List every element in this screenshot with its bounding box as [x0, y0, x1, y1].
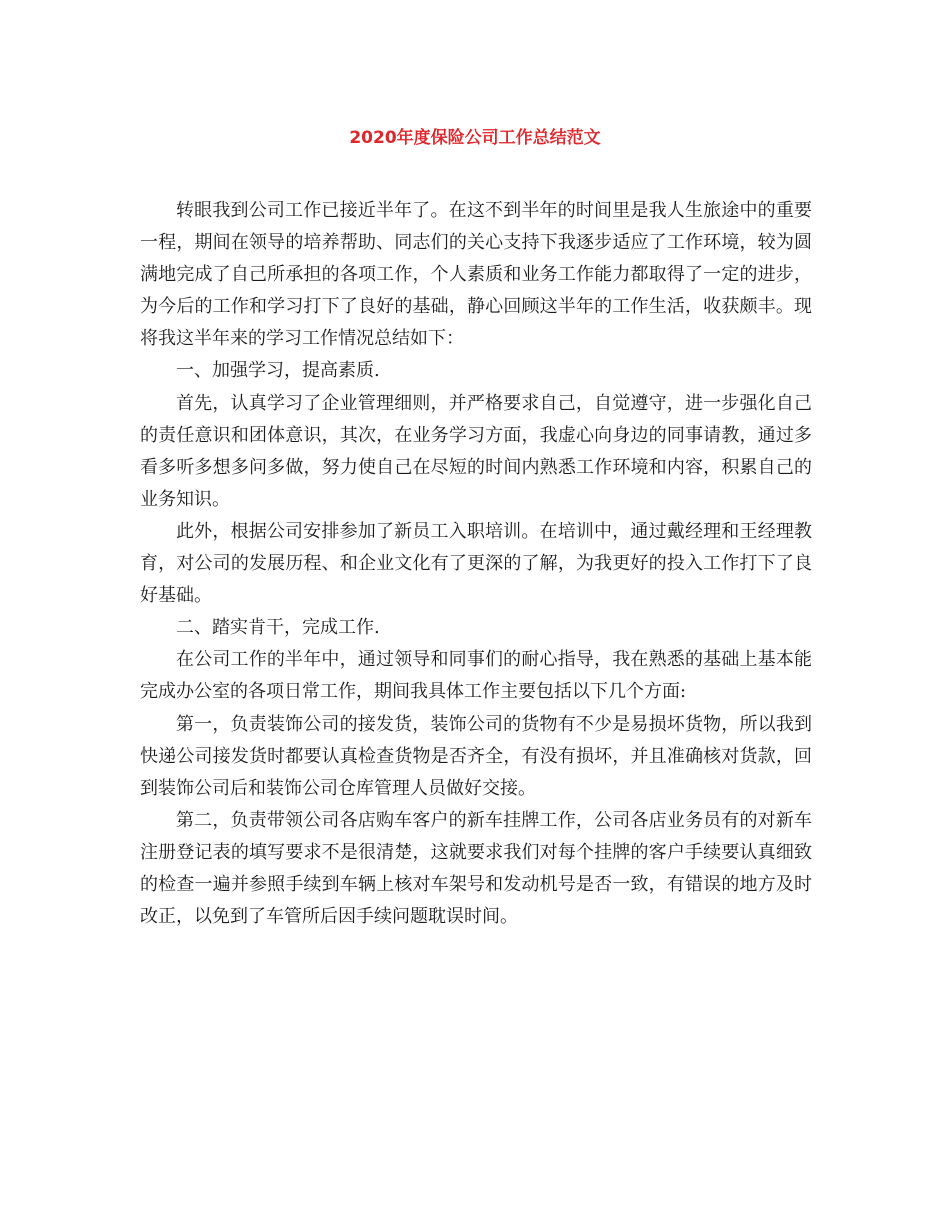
section-heading-2: 二、踏实肯干，完成工作. — [176, 617, 380, 639]
paragraph-training: 此外，根据公司安排参加了新员工入职培训。在培训中，通过戴经理和王经理教育，对公司的发展历程、和企业文化有了更深的了解，为我更好的投入工作打下了良好基础。 — [140, 520, 812, 607]
paragraph-work-overview: 在公司工作的半年中，通过领导和同事们的耐心指导，我在熟悉的基础上基本能完成办公室的各项日常工作，期间我具体工作主要包括以下几个方面: — [140, 649, 812, 703]
document-title: 2020年度保险公司工作总结范文 — [349, 128, 601, 148]
paragraph-first-duty: 第一，负责装饰公司的接发货，装饰公司的货物有不少是易损坏货物，所以我到快递公司接发货时都要认真检查货物是否齐全，有没有损坏，并且准确核对货款，回到装饰公司后和装饰公司仓库管理人员做好交接。 — [140, 713, 812, 799]
paragraph-study: 首先，认真学习了企业管理细则，并严格要求自己，自觉遵守，进一步强化自己的责任意识和团体意识，其次，在业务学习方面，我虚心向身边的同事请教，通过多看多听多想多问多做，努力使自己在尽短的时间内熟悉工作环境和内容，积累自己的业务知识。 — [140, 392, 812, 510]
section-heading-1: 一、加强学习，提高素质. — [176, 360, 380, 382]
document-body — [140, 195, 812, 933]
paragraph-intro: 转眼我到公司工作已接近半年了。在这不到半年的时间里是我人生旅途中的重要一程，期间在领导的培养帮助、同志们的关心支持下我逐步适应了工作环境，较为圆满地完成了自己所承担的各项工作，个人素质和业务工作能力都取得了一定的进步，为今后的工作和学习打下了良好的基础，静心回顾这半年的工作生活，收获颇丰。现将我这半年来的学习工作情况总结如下： — [140, 200, 812, 350]
paragraph-second-duty: 第二，负责带领公司各店购车客户的新车挂牌工作，公司各店业务员有的对新车注册登记表的填写要求不是很清楚，这就要求我们对每个挂牌的客户手续要认真细致的检查一遍并参照手续到车辆上核对车架号和发动机号是否一致，有错误的地方及时改正，以免到了车管所后因手续问题耽误时间。 — [140, 809, 812, 928]
